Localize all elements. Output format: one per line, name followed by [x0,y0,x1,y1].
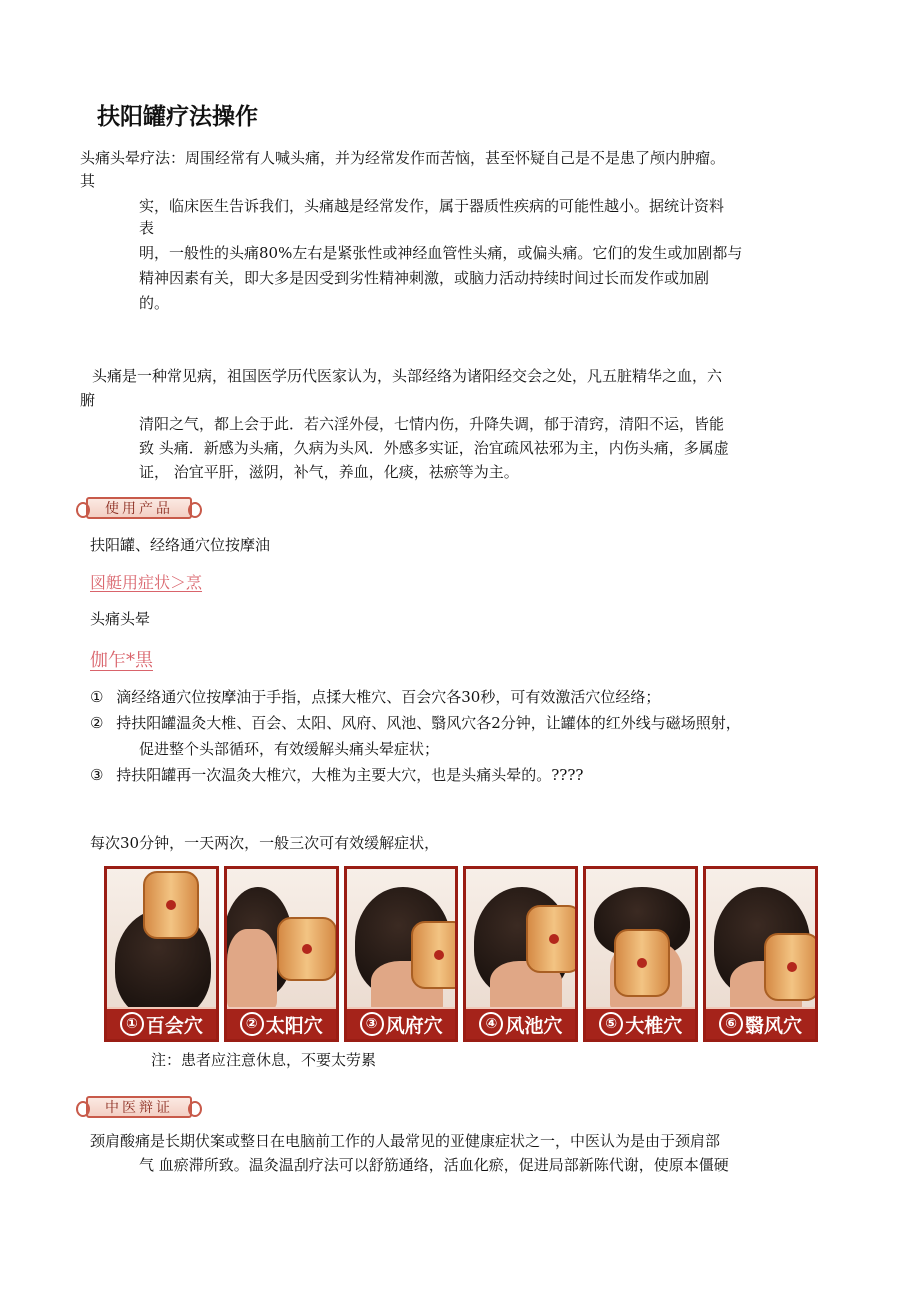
symptom-text: 头痛头晕 [90,610,151,628]
intro-line-2: 实，临床医生告诉我们，头痛越是经常发作，属于器质性疾病的可能性越小。据统计资料 [139,197,725,215]
products-badge-label: 使用产品 [105,501,173,517]
intro-line-5: 的。 [139,294,170,312]
photo-acupoint-3: ③ 风府穴 [344,866,459,1042]
tcm-line-1b: 腑 [80,391,96,409]
tcm-line-3: 致 头痛．新感为头痛，久病为头风．外感多实证，治宜疏风祛邪为主，内伤头痛，多属虚 [139,439,729,457]
photo-acupoint-6: ⑥ 翳风穴 [703,866,818,1042]
acupoint-photo-strip [104,866,818,1042]
intro-line-1b: 其 [80,172,96,190]
photo-acupoint-4: ④ 风池穴 [463,866,578,1042]
step-2-continued: 促进整个头部循环，有效缓解头痛头晕症状； [139,740,440,758]
photo-label: 大椎穴 [625,1014,683,1037]
tcm-section-badge [86,1096,192,1118]
photo-acupoint-1: ① 百会穴 [104,866,219,1042]
photo-acupoint-5: ⑤ 大椎穴 [583,866,698,1042]
intro-line-1: 头痛头晕疗法：周围经常有人喊头痛，并为经常发作而苦恼，甚至怀疑自己是不是患了颅内肿瘤。 [80,149,726,167]
photo-label: 风府穴 [385,1014,443,1037]
tcm-line-1: 头痛是一种常见病，祖国医学历代医家认为，头部经络为诸阳经交会之处，凡五脏精华之血，六 [92,367,723,385]
note-text: 注：患者应注意休息，不要太劳累 [151,1051,377,1069]
photo-label: 百会穴 [145,1014,203,1037]
photo-label: 风池穴 [505,1014,563,1037]
step-1: ① 滴经络通穴位按摩油于手指，点揉大椎穴、百会穴各30秒，可有效激活穴位经络； [90,688,661,706]
intro-line-2b: 表 [139,219,155,237]
tcm-line-4: 证， 治宜平肝，滋阴，补气，养血，化痰，祛瘀等为主。 [139,463,519,481]
frequency-text: 每次30分钟，一天两次，一般三次可有效缓解症状， [90,834,440,852]
step-3: ③ 持扶阳罐再一次温灸大椎穴，大椎为主要大穴，也是头痛头晕的。???? [90,766,584,784]
photo-label: 翳风穴 [745,1014,803,1037]
products-section-badge [86,497,192,519]
tcm-badge-label: 中医辩证 [105,1100,173,1116]
intro-line-3: 明，一般性的头痛80%左右是紧张性或神经血管性头痛，或偏头痛。它们的发生或加剧都与 [139,244,743,262]
products-text: 扶阳罐、经络通穴位按摩油 [90,536,271,554]
tcm-line-2: 清阳之气，都上会于此．若六淫外侵，七情内伤，升降失调，郁于清窍，清阳不运，皆能 [139,415,725,433]
tcm-diagnosis-line-1: 颈肩酸痛是长期伏案或整日在电脑前工作的人最常见的亚健康症状之一，中医认为是由于颈肩部 [90,1132,721,1150]
photo-acupoint-2: ② 太阳穴 [224,866,339,1042]
photo-label: 太阳穴 [265,1014,323,1037]
pink-heading-symptoms: 図艇用症状＞烹 [90,573,203,592]
intro-line-4: 精神因素有关，即大多是因受到劣性精神刺激，或脑力活动持续时间过长而发作或加剧 [139,269,710,287]
pink-heading-method: 伽乍*黒 [90,650,153,671]
step-2: ② 持扶阳罐温灸大椎、百会、太阳、风府、风池、翳风穴各2分钟，让罐体的红外线与磁场照射， [90,714,741,732]
page-title: 扶阳罐疗法操作 [97,104,258,130]
tcm-diagnosis-line-2: 气 血瘀滞所致。温灸温刮疗法可以舒筋通络，活血化瘀，促进局部新陈代谢，使原本僵硬 [139,1156,729,1174]
